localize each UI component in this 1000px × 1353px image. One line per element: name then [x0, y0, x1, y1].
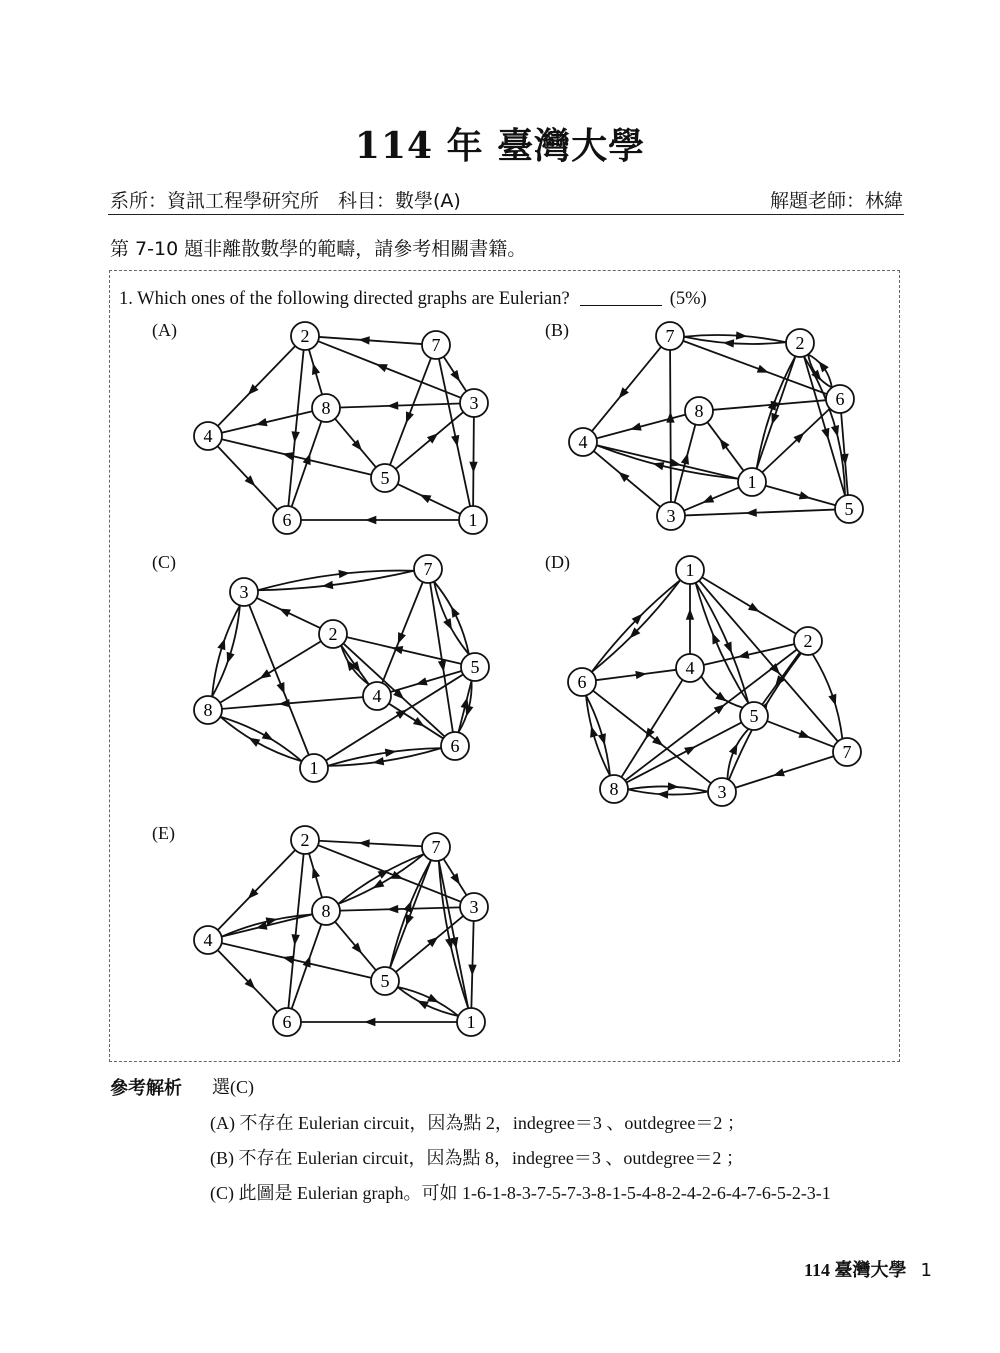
e-node-label-7: 7: [431, 837, 441, 857]
c-arrow-7-5: [443, 618, 452, 630]
b-arrow-1-4: [652, 462, 664, 470]
d-arrow-8-3: [668, 782, 679, 790]
page-title: 114 年 臺灣大學: [354, 125, 646, 167]
b-node-label-7: 7: [665, 326, 675, 346]
e-arrow-5-7: [403, 901, 411, 913]
b-node-label-6: 6: [835, 389, 845, 409]
b-arrow-1-3: [702, 495, 714, 503]
e-node-label-2: 2: [300, 830, 310, 850]
c-arrow-1-6: [385, 749, 397, 757]
c-arrow-5-7: [451, 606, 460, 618]
option-b-label: (B): [545, 320, 569, 340]
a-node-label-3: 3: [469, 393, 479, 413]
c-node-label-8: 8: [203, 700, 213, 720]
d-arrow-3-5: [729, 743, 738, 755]
b-arrow-5-3: [746, 508, 757, 516]
e-arrow-2-6: [291, 934, 299, 946]
e-arrow-3-1: [468, 965, 476, 976]
d-edge-2-7: [813, 654, 843, 739]
b-arrow-1-5: [799, 491, 811, 499]
e-node-label-6: 6: [282, 1012, 292, 1032]
d-node-label-8: 8: [609, 779, 619, 799]
answer-line-c: (C) 此圖是 Eulerian graph。可如 1-6-1-8-3-7-5-7-3-8-1-5-4-8-2-4-2-6-4-7-6-5-2-3-1: [210, 1183, 831, 1203]
footer-book-title: 114 臺灣大學: [804, 1260, 907, 1280]
a-arrow-8-2: [312, 363, 320, 375]
b-arrow-6-2: [818, 361, 828, 372]
d-edge-1-6: [592, 580, 681, 672]
b-node-label-4: 4: [578, 432, 588, 452]
a-edge-7-5: [390, 358, 431, 465]
d-node-label-3: 3: [717, 782, 727, 802]
d-node-label-1: 1: [685, 560, 695, 580]
c-edge-2-8: [220, 641, 321, 702]
a-node-label-4: 4: [203, 426, 213, 446]
a-edge-8-4: [222, 411, 313, 433]
e-edge-4-6: [218, 950, 278, 1012]
d-edge-4-8: [621, 680, 682, 777]
question-points: (5%): [669, 289, 707, 309]
c-edge-3-7: [258, 571, 414, 591]
a-node-label-7: 7: [431, 335, 441, 355]
e-edge-1-5: [398, 987, 459, 1016]
a-edge-5-3: [396, 412, 464, 469]
d-arrow-8-2: [714, 704, 725, 714]
e-edge-7-2: [319, 841, 422, 847]
d-arrow-5-7: [798, 730, 810, 738]
option-a-label: (A): [152, 320, 177, 340]
question-stem: 1. Which ones of the following directed graphs are Eulerian?: [119, 289, 570, 309]
c-arrow-3-1: [277, 682, 285, 694]
c-edge-6-1: [328, 748, 441, 766]
d-edge-3-5: [727, 729, 748, 779]
d-edge-1-2: [702, 577, 796, 634]
b-arrow-3-8: [681, 453, 689, 465]
e-arrow-1-5: [417, 1000, 429, 1009]
b-arrow-2-5: [831, 425, 839, 437]
a-arrow-7-3: [450, 370, 460, 382]
b-edge-3-7: [670, 350, 671, 502]
d-node-label-7: 7: [842, 742, 852, 762]
a-node-label-5: 5: [380, 468, 390, 488]
e-arrow-7-3: [450, 873, 460, 885]
c-edge-8-1: [220, 717, 301, 762]
c-node-label-3: 3: [239, 582, 249, 602]
a-arrow-3-8: [387, 401, 398, 409]
a-node-label-8: 8: [321, 398, 331, 418]
graph-d: [568, 556, 861, 806]
c-node-label-7: 7: [423, 559, 433, 579]
a-arrow-3-2: [376, 364, 388, 372]
d-edge-7-3: [735, 756, 833, 787]
b-node-label-5: 5: [844, 499, 854, 519]
b-edge-8-6: [713, 400, 826, 410]
c-node-label-6: 6: [450, 736, 460, 756]
d-arrow-4-5: [715, 692, 727, 702]
answer-line-b: (B) 不存在 Eulerian circuit，因為點 8，indegree＝3 、outdegree＝2 ；: [210, 1148, 744, 1168]
a-arrow-1-6: [365, 516, 376, 524]
answer-choice: 選(C): [212, 1077, 254, 1097]
b-node-label-8: 8: [694, 401, 704, 421]
b-node-label-3: 3: [666, 506, 676, 526]
e-node-label-8: 8: [321, 901, 331, 921]
b-arrow-2-1: [771, 413, 779, 425]
b-edge-2-1: [757, 356, 796, 469]
a-arrow-7-1: [451, 435, 459, 447]
e-arrow-7-5: [406, 914, 414, 926]
c-arrow-7-4: [398, 632, 406, 644]
b-node-label-1: 1: [747, 472, 757, 492]
department-subject: 系所：資訊工程學研究所 科目：數學(A): [110, 190, 461, 212]
d-arrow-6-4: [635, 671, 647, 679]
c-arrow-6-1: [373, 757, 385, 765]
a-edge-7-1: [439, 359, 470, 507]
d-node-label-4: 4: [685, 658, 695, 678]
c-arrow-2-8: [259, 669, 271, 678]
e-edge-5-4: [222, 943, 372, 978]
a-edge-3-8: [340, 403, 460, 407]
e-node-label-3: 3: [469, 897, 479, 917]
d-arrow-8-5: [684, 746, 696, 755]
e-arrow-2-3: [391, 871, 403, 879]
graph-b: [569, 322, 863, 530]
b-edge-3-4: [594, 451, 661, 507]
b-edge-7-4: [592, 347, 661, 431]
c-edge-1-6: [328, 748, 441, 766]
b-edge-4-1: [597, 445, 739, 479]
c-edge-3-8: [212, 605, 240, 696]
d-arrow-8-6: [590, 726, 598, 738]
intro-note: 第 7-10 題非離散數學的範疇，請參考相關書籍。: [110, 238, 527, 260]
e-node-label-4: 4: [203, 930, 213, 950]
d-arrow-6-8: [598, 733, 606, 745]
c-node-label-2: 2: [328, 624, 338, 644]
c-edge-8-3: [212, 605, 240, 696]
d-node-label-2: 2: [803, 631, 813, 651]
d-arrow-5-1: [712, 633, 720, 645]
c-edge-7-4: [382, 582, 423, 683]
b-arrow-8-4: [630, 423, 642, 431]
e-arrow-7-2: [358, 839, 369, 847]
d-arrow-2-7: [828, 694, 836, 706]
b-node-label-2: 2: [795, 333, 805, 353]
a-node-label-2: 2: [300, 326, 310, 346]
e-arrow-8-7: [378, 870, 390, 879]
c-edge-1-8: [220, 717, 301, 762]
a-edge-7-2: [319, 337, 422, 344]
e-edge-2-6: [288, 854, 303, 1008]
c-arrow-2-3: [279, 609, 291, 618]
c-arrow-8-1: [262, 731, 274, 740]
e-edge-3-1: [471, 921, 473, 1008]
a-node-label-6: 6: [282, 510, 292, 530]
b-edge-7-2: [684, 335, 786, 342]
e-node-label-1: 1: [466, 1012, 476, 1032]
d-edge-6-1: [592, 580, 681, 672]
c-edge-4-8: [222, 697, 363, 709]
a-arrow-3-1: [469, 462, 477, 473]
option-c-label: (C): [152, 552, 176, 572]
teacher-name: 解題老師：林緯: [769, 190, 903, 212]
c-arrow-5-6: [465, 705, 473, 717]
b-arrow-2-5: [821, 428, 829, 440]
a-arrow-7-5: [406, 411, 414, 423]
d-arrow-7-3: [773, 768, 785, 776]
e-edge-8-7: [338, 854, 424, 904]
a-arrow-7-2: [358, 336, 369, 344]
e-edge-7-8: [338, 854, 424, 904]
e-arrow-8-2: [312, 867, 320, 879]
d-arrow-3-8: [657, 790, 668, 798]
b-edge-5-3: [685, 510, 835, 516]
a-edge-5-4: [222, 439, 372, 475]
e-edge-5-1: [398, 987, 459, 1016]
c-node-label-4: 4: [372, 686, 382, 706]
c-arrow-3-8: [227, 652, 235, 664]
c-node-label-1: 1: [309, 758, 319, 778]
a-arrow-1-5: [420, 494, 432, 503]
c-edge-2-6: [343, 643, 444, 736]
option-d-label: (D): [545, 552, 570, 572]
c-arrow-3-7: [338, 570, 350, 578]
graph-c: [194, 555, 489, 782]
b-arrow-1-8: [720, 438, 730, 449]
e-node-label-5: 5: [380, 971, 390, 991]
c-arrow-8-3: [217, 638, 225, 650]
e-edge-3-8: [340, 907, 460, 910]
a-edge-2-4: [218, 346, 296, 426]
d-node-label-5: 5: [749, 706, 759, 726]
d-arrow-4-1: [686, 609, 694, 620]
c-arrow-4-6: [413, 717, 425, 727]
e-arrow-1-6: [364, 1018, 375, 1026]
a-arrow-2-6: [291, 431, 299, 443]
c-edge-5-2: [347, 637, 462, 664]
graph-e: [194, 826, 488, 1036]
a-edge-3-1: [473, 417, 474, 506]
e-arrow-5-1: [427, 994, 439, 1003]
a-node-label-1: 1: [468, 510, 478, 530]
e-edge-7-1: [439, 861, 469, 1009]
c-arrow-5-4: [416, 677, 428, 685]
graph-a: [194, 322, 488, 534]
c-arrow-7-3: [322, 581, 334, 589]
d-node-label-6: 6: [577, 672, 587, 692]
d-arrow-1-2: [748, 603, 760, 612]
page-number: 1: [920, 1260, 932, 1281]
c-arrow-7-6: [438, 660, 446, 672]
b-edge-2-7: [684, 337, 786, 344]
answer-heading: 參考解析: [110, 1078, 182, 1099]
c-arrow-1-8: [248, 738, 260, 747]
b-arrow-7-2: [736, 331, 747, 339]
a-edge-4-6: [218, 446, 278, 510]
e-arrow-3-8: [387, 905, 398, 913]
a-edge-2-6: [288, 350, 303, 506]
option-e-label: (E): [152, 823, 175, 843]
page-footer: [804, 1256, 932, 1282]
b-arrow-7-6: [757, 365, 769, 373]
c-node-label-5: 5: [470, 657, 480, 677]
d-arrow-1-5: [724, 642, 732, 654]
d-edge-4-5: [701, 676, 743, 707]
b-arrow-2-7: [723, 339, 734, 347]
e-arrow-7-8: [373, 879, 385, 888]
answer-line-a: (A) 不存在 Eulerian circuit，因為點 2，indegree＝3 、outdegree＝2 ；: [210, 1113, 745, 1133]
